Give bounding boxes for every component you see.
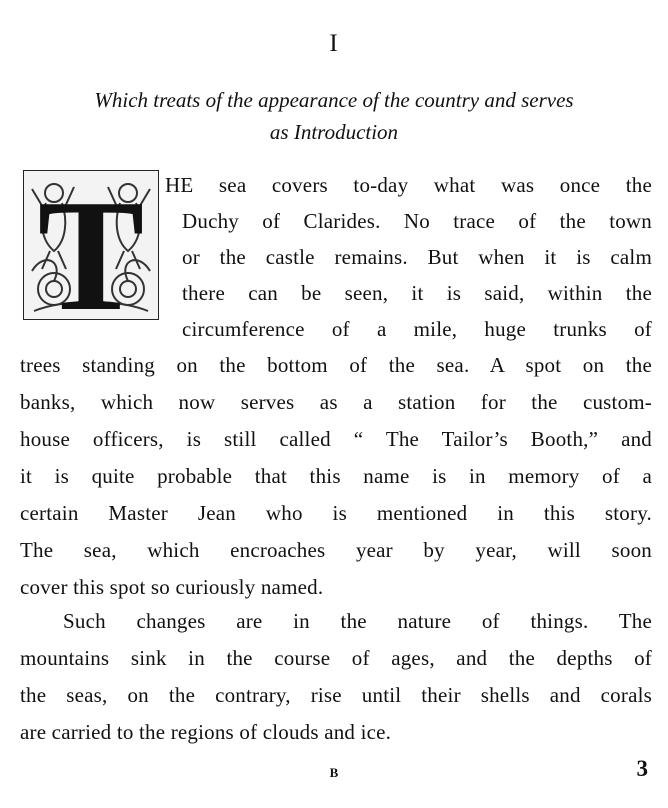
text-line: mountains sink in the course of ages, and the depths of <box>20 646 652 670</box>
text-line: HE sea covers to-day what was once the <box>165 173 652 197</box>
text-line: it is quite probable that this name is in memory of a <box>20 464 652 488</box>
text-line: Duchy of Clarides. No trace of the town <box>182 209 652 233</box>
text-line: trees standing on the bottom of the sea. A spot on the <box>20 353 652 377</box>
text-line: banks, which now serves as a station for the custom- <box>20 390 652 414</box>
text-line: The sea, which encroaches year by year, will soon <box>20 538 652 562</box>
paragraph-1-wrapped-lines <box>182 203 652 347</box>
ornament-figures-icon <box>24 171 158 319</box>
text-line: circumference of a mile, huge trunks of <box>182 317 652 341</box>
text-line: certain Master Jean who is mentioned in this story. <box>20 501 652 525</box>
paragraph-1-first-line <box>165 167 652 204</box>
text-line: cover this spot so curiously named. <box>20 575 324 599</box>
paragraph-2 <box>20 603 652 751</box>
text-line: the seas, on the contrary, rise until their shells and corals <box>20 683 652 707</box>
chapter-number: I <box>329 30 339 57</box>
decorative-initial-t <box>23 170 159 320</box>
text-line: there can be seen, it is said, within the <box>182 281 652 305</box>
text-line: house officers, is still called “ The Tailor’s Booth,” and <box>20 427 652 451</box>
page-number: 3 <box>636 756 648 781</box>
chapter-title-line-2: as Introduction <box>269 120 399 144</box>
text-line: are carried to the regions of clouds and ice. <box>20 720 392 744</box>
chapter-title-line-1: Which treats of the appearance of the country and serves <box>94 88 574 112</box>
chapter-title <box>24 84 644 148</box>
dropcap-letter: T <box>37 171 145 319</box>
signature-mark: B <box>329 765 339 780</box>
paragraph-1-full-lines <box>20 347 652 606</box>
text-line: Such changes are in the nature of things. The <box>63 609 652 633</box>
text-line: or the castle remains. But when it is calm <box>182 245 652 269</box>
